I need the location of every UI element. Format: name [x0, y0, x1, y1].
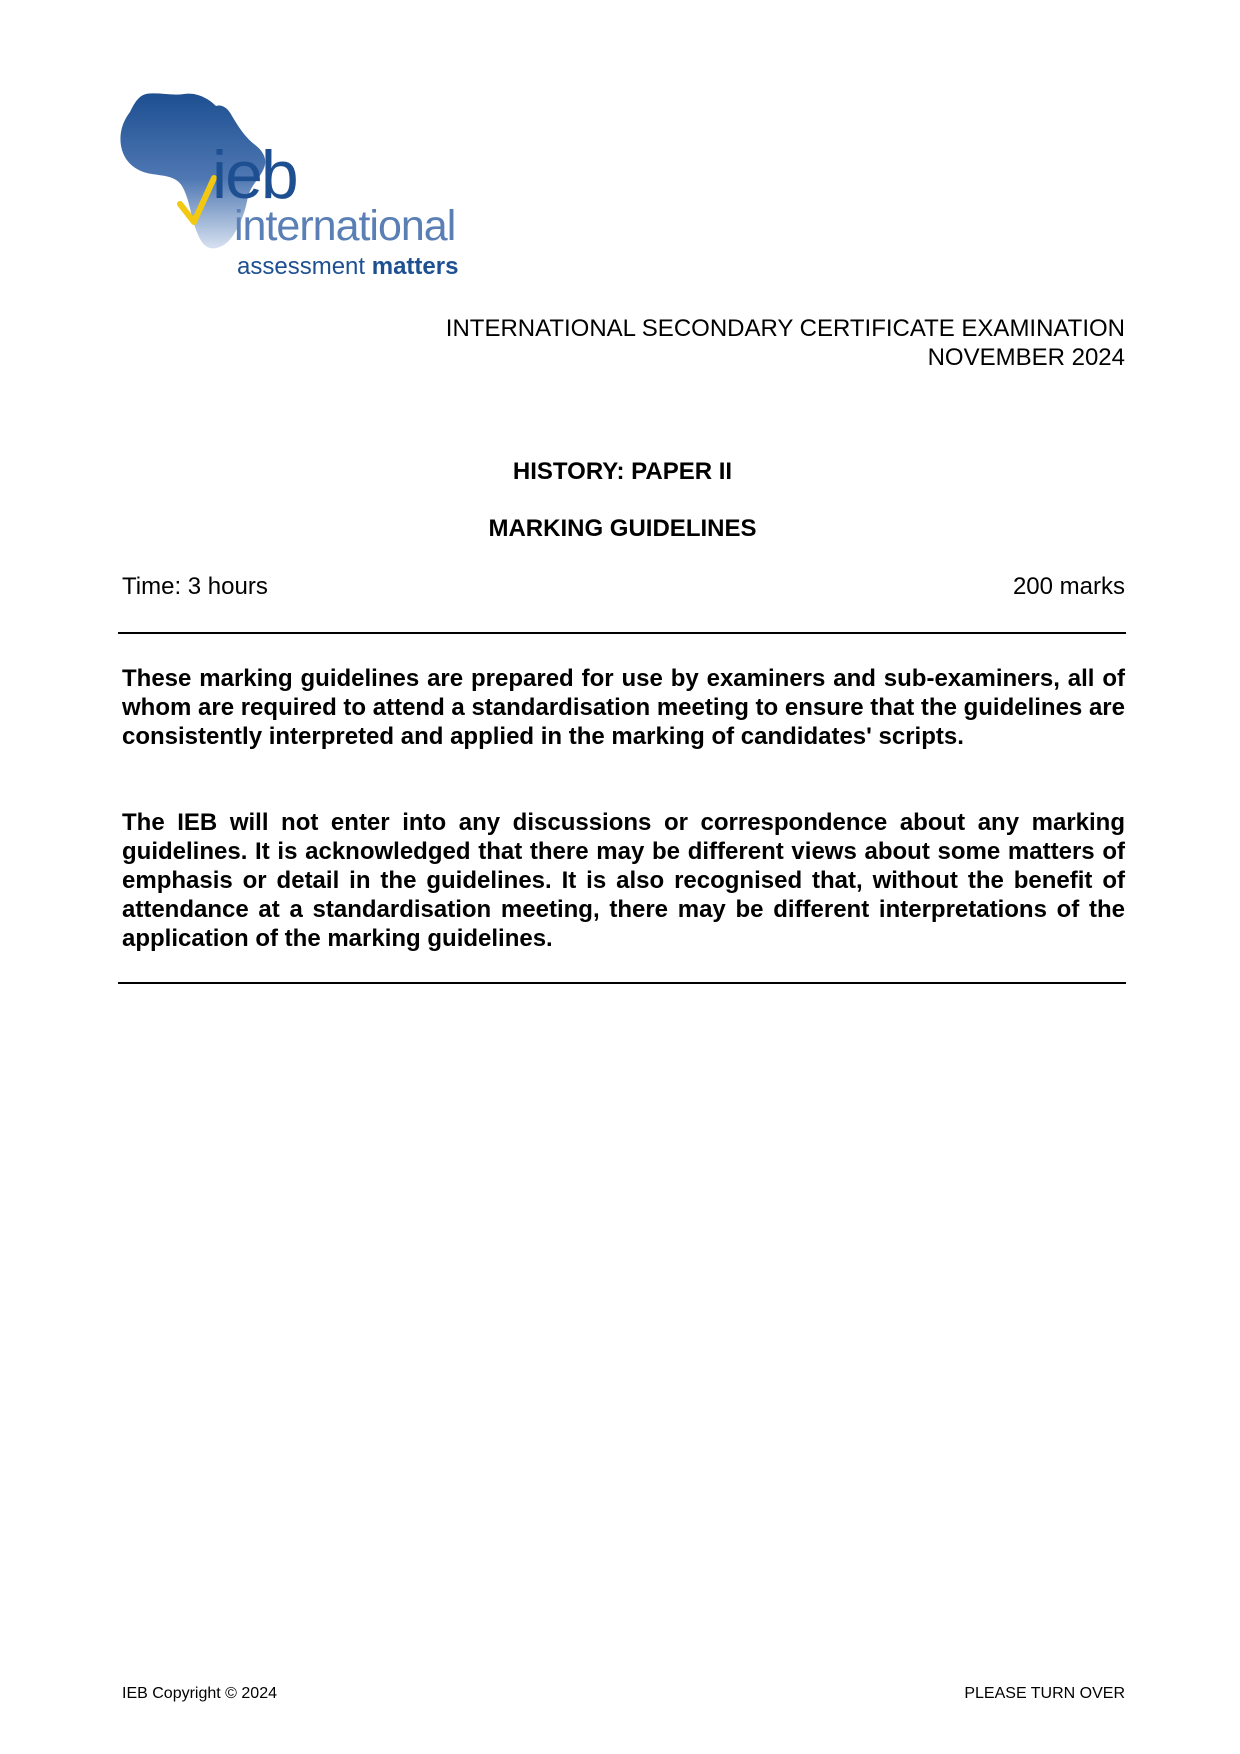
- total-marks: 200 marks: [1012, 573, 1125, 600]
- logo-tagline: [237, 253, 458, 280]
- exam-name: INTERNATIONAL SECONDARY CERTIFICATE EXAMINATION: [445, 315, 1125, 342]
- subject-title: HISTORY: PAPER II: [512, 458, 733, 485]
- footer-copyright: IEB Copyright © 2024: [122, 1685, 277, 1702]
- notice-paragraph-1: These marking guidelines are prepared for use by examiners and sub-examiners, all of whom are required to attend a standardisation meeting to ensure that the guidelines are consistently interpreted and applied in the marking of candidates' scripts.: [122, 665, 1125, 750]
- logo-tagline-regular: assessment: [237, 253, 366, 280]
- logo-wordmark: ieb: [212, 137, 297, 213]
- footer-turn-over: PLEASE TURN OVER: [964, 1685, 1125, 1702]
- notice-paragraph-2: The IEB will not enter into any discussions or correspondence about any marking guidelines. It is acknowledged that there may be different views about some matters of emphasis or detail in the guidelines. It is also recognised that, without the benefit of attendance at a standardisation meeting, there may be different interpretations of the application of the marking guidelines.: [122, 809, 1125, 952]
- top-divider: [118, 632, 1126, 634]
- exam-time: Time: 3 hours: [122, 573, 268, 600]
- document-type-title: MARKING GUIDELINES: [488, 515, 757, 542]
- ieb-logo: [118, 92, 498, 282]
- bottom-divider: [118, 982, 1126, 984]
- exam-date: NOVEMBER 2024: [927, 344, 1125, 371]
- logo-tagline-bold: matters: [371, 253, 459, 280]
- exam-header: [446, 314, 1125, 372]
- logo-international: international: [234, 202, 456, 250]
